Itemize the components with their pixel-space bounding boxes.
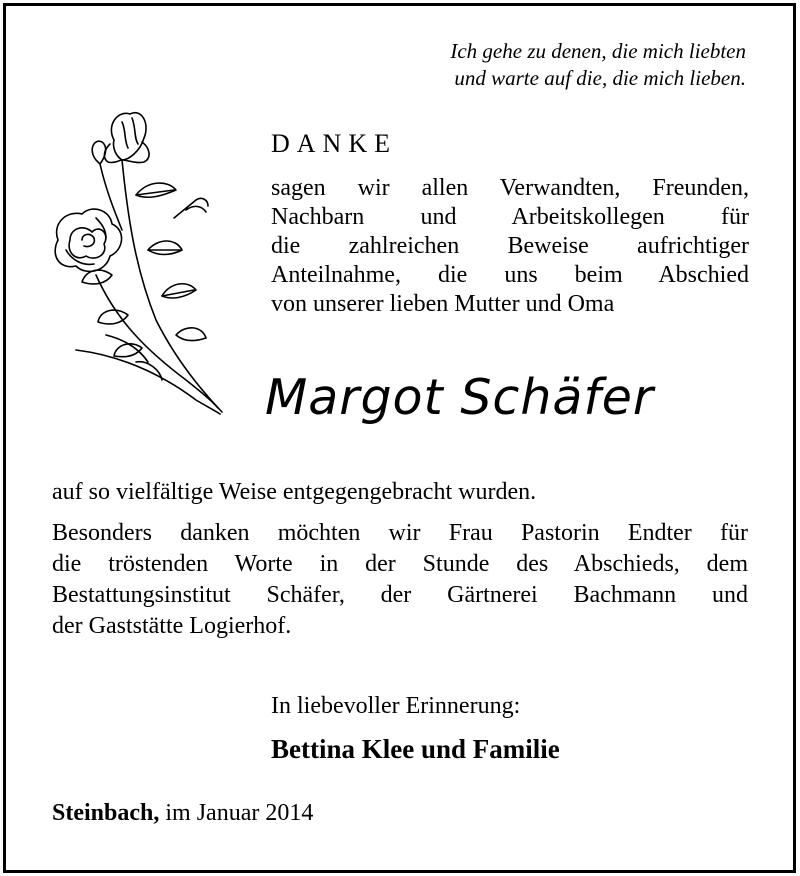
intro-text bbox=[271, 174, 749, 319]
intro-line-5: von unserer lieben Mutter und Oma bbox=[271, 291, 615, 317]
quote bbox=[326, 38, 746, 92]
body-line-1 bbox=[52, 477, 748, 508]
thanks-paragraph bbox=[52, 518, 748, 642]
paragraph-line-1: Besonders danken möchten wir Frau Pastorin Endter für bbox=[52, 520, 748, 546]
place-date bbox=[52, 798, 313, 829]
closing-text: In liebevoller Erinnerung: bbox=[271, 693, 521, 719]
place-date-text: im Januar 2014 bbox=[159, 800, 314, 826]
intro-line-3: die zahlreichen Beweise aufrichtiger bbox=[271, 233, 749, 259]
body-first-line: auf so vielfältige Weise entgegengebracht wurden. bbox=[52, 479, 537, 505]
quote-line-2: und warte auf die, die mich lieben. bbox=[454, 66, 746, 90]
deceased-name: Margot Schäfer bbox=[265, 369, 654, 426]
place-town: Steinbach, bbox=[52, 800, 160, 826]
paragraph-line-3: Bestattungsinstitut Schäfer, der Gärtnerei Bachmann und bbox=[52, 582, 748, 608]
paragraph-line-2: die tröstenden Worte in der Stunde des Abschieds, dem bbox=[52, 551, 748, 577]
rose-illustration-icon bbox=[36, 100, 232, 420]
intro-line-1: sagen wir allen Verwandten, Freunden, bbox=[271, 175, 749, 201]
intro-line-4: Anteilnahme, die uns beim Abschied bbox=[271, 262, 749, 288]
paragraph-line-4: der Gaststätte Logierhof. bbox=[52, 613, 292, 639]
intro-line-2: Nachbarn und Arbeitskollegen für bbox=[271, 204, 749, 230]
family-signature: Bettina Klee und Familie bbox=[271, 734, 560, 764]
quote-line-1: Ich gehe zu denen, die mich liebten bbox=[450, 39, 746, 63]
heading-danke: DANKE bbox=[271, 129, 397, 158]
